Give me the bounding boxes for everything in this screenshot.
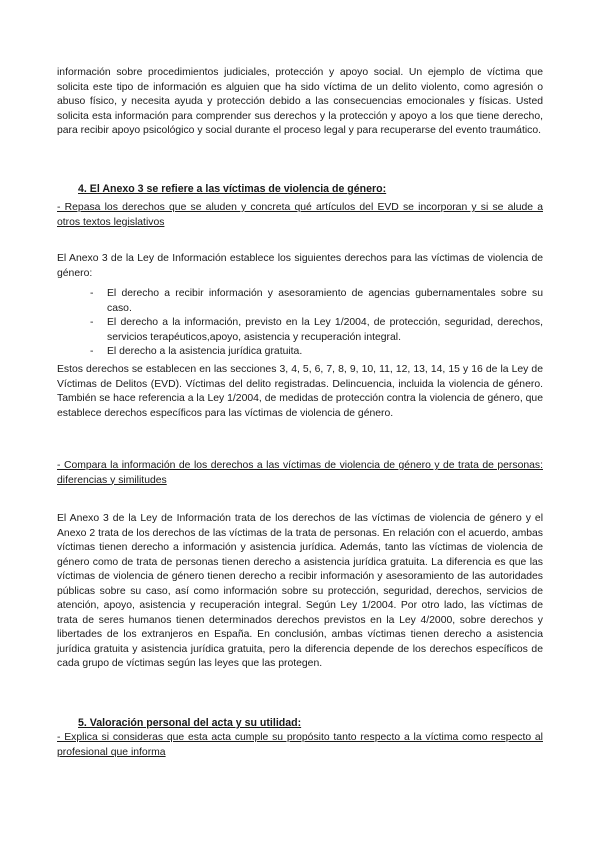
list-item: - El derecho a la información, previsto en la Ley 1/2004, de protección, seguridad, derechos, servicios terapéuticos,apoyo, asistencia y recuperación integral.	[90, 316, 543, 345]
section-4-heading: 4. El Anexo 3 se refiere a las víctimas de violencia de género:	[78, 183, 387, 195]
intro-paragraph: información sobre procedimientos judiciales, protección y apoyo social. Un ejemplo de víctima que solicita este tipo de información es alguien que ha sido víctima de un delito violento, como agresión o abuso físico, y necesita ayuda y protección debido a las consecuencias emocionales y físicas. Usted solicita esta información para comprender sus derechos y la protección y apoyo a los que tiene derecho, para recibir apoyo psicológico y social durante el proceso legal y para recuperarse del evento traumático.	[57, 67, 543, 136]
list-item: - El derecho a la asistencia jurídica gratuita.	[90, 345, 543, 360]
section-4-question-1: - Repasa los derechos que se aluden y concreta qué artículos del EVD se incorporan y si se alude a otros textos legislativos	[57, 202, 543, 228]
rights-list	[90, 287, 543, 360]
section-5-question: - Explica si consideras que esta acta cumple su propósito tanto respecto a la víctima como respecto al profesional que informa	[57, 732, 543, 758]
section-4-question-2: - Compara la información de los derechos a las víctimas de violencia de género y de trata de personas: diferencias y similitudes	[57, 460, 543, 486]
section-4-answer-1-rest: Estos derechos se establecen en las secciones 3, 4, 5, 6, 7, 8, 9, 10, 11, 12, 13, 14, 15 y 16 de la Ley de Víctimas de Delitos (EVD). Víctimas del delito registradas. Delincuencia, incluida la violencia de género. También se hace referencia a la Ley 1/2004, de medidas de protección contra la violencia de género, que establece derechos específicos para las víctimas de violencia de género.	[57, 364, 543, 419]
section-4-answer-2: El Anexo 3 de la Ley de Información trata de los derechos de las víctimas de violencia de género y el Anexo 2 trata de los derechos de las víctimas de la trata de personas. En relación con el acuerdo, ambas víctimas tienen derecho a información y asistencia jurídica. Además, tanto las víctimas de violencia de género como de trata de personas tienen derecho a asistencia jurídica gratuita. La diferencia es que las víctimas de violencia de género tienen derecho a recibir información y asesoramiento de las autoridades públicas sobre su caso, así como información sobre su protección, seguridad, derechos, servicios de atención, apoyo, asistencia y recuperación integral. Según Ley 1/2004. Por otro lado, las víctimas de trata de seres humanos tienen determinados derechos previstos en la Ley 4/2000, sobre derechos y libertades de los extranjeros en España. En conclusión, ambas víctimas tienen derecho a asistencia jurídica gratuita y asistencia jurídica gratuita, pero la diferencia depende de los derechos específicos de cada grupo de víctimas según las leyes que las protegen.	[57, 513, 543, 669]
section-4-answer-1-intro: El Anexo 3 de la Ley de Información establece los siguientes derechos para las víctimas de violencia de género:	[57, 253, 543, 279]
section-5-heading: 5. Valoración personal del acta y su utilidad:	[78, 717, 302, 729]
list-item: - El derecho a recibir información y asesoramiento de agencias gubernamentales sobre su caso.	[90, 287, 543, 316]
